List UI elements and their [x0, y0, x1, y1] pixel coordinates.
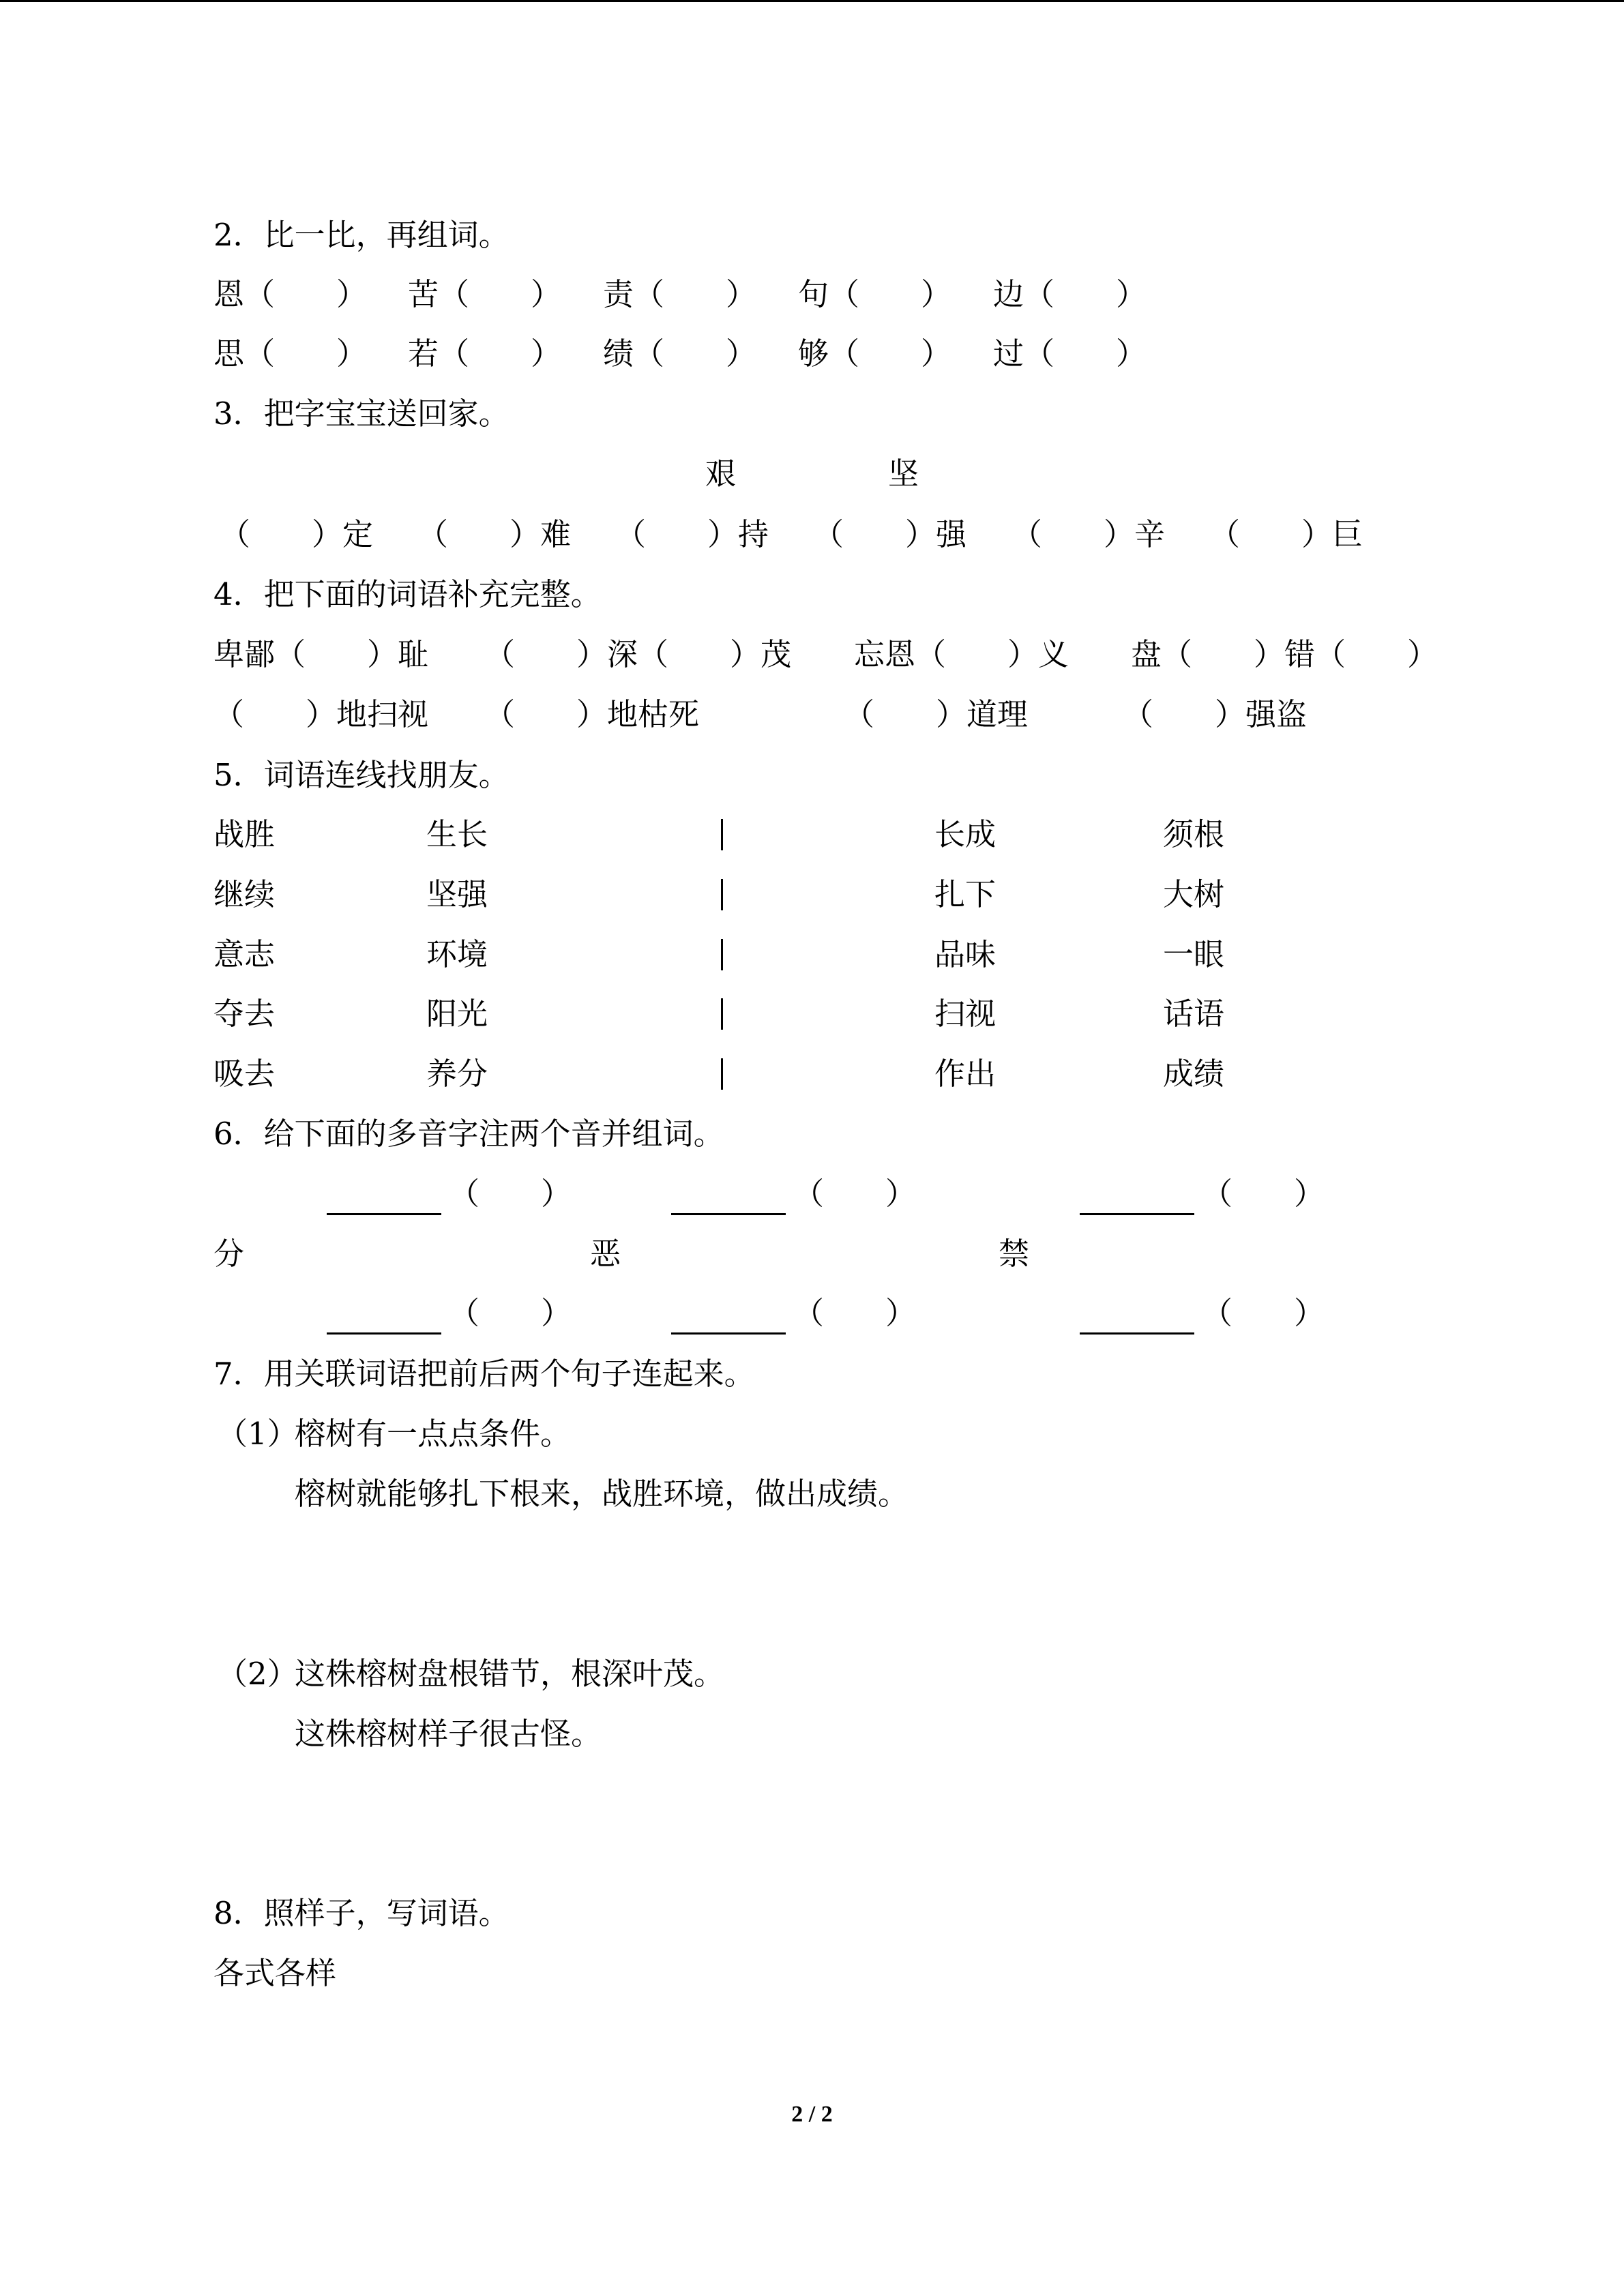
- q5-word: 夺去: [213, 996, 276, 1032]
- page-number: 2 / 2: [791, 2102, 833, 2127]
- q5-word: 吸去: [213, 1056, 276, 1092]
- q6-char: 分: [213, 1236, 245, 1272]
- q5-word: 须根: [1163, 816, 1225, 852]
- q3-char: 艰: [705, 456, 737, 492]
- q6-paren: （ ）: [793, 1295, 917, 1331]
- q8-title: 8．照样子，写词语。: [213, 1895, 510, 1931]
- q6-char: 禁: [999, 1236, 1030, 1272]
- q3-blank: （ ）巨: [1209, 516, 1363, 552]
- q5-word: 坚强: [426, 876, 488, 912]
- q6-paren: （ ）: [1202, 1295, 1325, 1331]
- q2-item: 绩（ ）: [603, 336, 757, 372]
- q3-char: 坚: [888, 456, 919, 492]
- q4-item: （ ）地枯死: [484, 696, 700, 732]
- q5-word: 生长: [426, 816, 488, 852]
- q2-item: 若（ ）: [408, 336, 562, 372]
- q6-pinyin-blank: [671, 1332, 786, 1335]
- q5-word: 战胜: [213, 816, 276, 852]
- q5-word: 话语: [1163, 996, 1225, 1032]
- q5-separator: [721, 998, 723, 1030]
- q6-paren: （ ）: [449, 1295, 572, 1331]
- q5-word: 阳光: [426, 996, 488, 1032]
- q4-title: 4．把下面的词语补充完整。: [213, 576, 602, 612]
- q5-word: 一眼: [1163, 936, 1225, 972]
- q6-title: 6．给下面的多音字注两个音并组词。: [213, 1116, 724, 1152]
- q5-word: 作出: [934, 1056, 996, 1092]
- q2-item: 边（ ）: [993, 276, 1147, 312]
- q5-word: 长成: [934, 816, 996, 852]
- q5-word: 意志: [213, 936, 276, 972]
- q4-item: 忘恩（ ）义: [854, 636, 1069, 672]
- q5-word: 扎下: [934, 876, 996, 912]
- q2-item: 恩（ ）: [213, 276, 368, 312]
- q2-item: 苦（ ）: [408, 276, 562, 312]
- q4-item: 盘（ ）错（ ）: [1131, 636, 1438, 672]
- q2-title: 2．比一比，再组词。: [213, 217, 510, 253]
- q5-separator: [721, 819, 723, 850]
- q6-pinyin-blank: [671, 1213, 786, 1215]
- q6-pinyin-blank: [327, 1213, 441, 1215]
- q2-item: 过（ ）: [993, 336, 1147, 372]
- q5-word: 养分: [426, 1056, 488, 1092]
- q5-separator: [721, 939, 723, 970]
- q6-paren: （ ）: [449, 1176, 572, 1212]
- q5-word: 环境: [426, 936, 488, 972]
- q3-blank: （ ）难: [417, 516, 572, 552]
- q7-sentence: 这株榕树盘根错节，根深叶茂。: [295, 1656, 725, 1692]
- top-border-line: [0, 0, 1624, 2]
- q7-sentence: 榕树有一点点条件。: [295, 1416, 572, 1452]
- q6-pinyin-blank: [1080, 1213, 1194, 1215]
- q2-item: 够（ ）: [798, 336, 952, 372]
- q5-word: 品味: [934, 936, 996, 972]
- q7-sentence: 榕树就能够扎下根来，战胜环境，做出成绩。: [295, 1476, 909, 1512]
- q2-item: 责（ ）: [603, 276, 757, 312]
- q3-blank: （ ）辛: [1012, 516, 1166, 552]
- q5-word: 大树: [1163, 876, 1225, 912]
- q4-item: （ ）地扫视: [213, 696, 429, 732]
- q5-word: 扫视: [934, 996, 996, 1032]
- q3-blank: （ ）定: [220, 516, 374, 552]
- q3-blank: （ ）持: [615, 516, 769, 552]
- q5-word: 成绩: [1163, 1056, 1225, 1092]
- q7-item-label: （2）: [217, 1656, 298, 1692]
- q6-char: 恶: [590, 1236, 621, 1272]
- q6-pinyin-blank: [327, 1332, 441, 1335]
- q4-item: 卑鄙（ ）耻: [213, 636, 429, 672]
- q7-sentence: 这株榕树样子很古怪。: [295, 1716, 602, 1752]
- q5-separator: [721, 1058, 723, 1090]
- q4-item: （ ）强盗: [1123, 696, 1308, 732]
- q6-paren: （ ）: [1202, 1176, 1325, 1212]
- q7-title: 7．用关联词语把前后两个句子连起来。: [213, 1356, 755, 1392]
- q5-title: 5．词语连线找朋友。: [213, 757, 510, 793]
- q2-item: 思（ ）: [213, 336, 368, 372]
- q2-item: 句（ ）: [798, 276, 952, 312]
- q6-pinyin-blank: [1080, 1332, 1194, 1335]
- q7-item-label: （1）: [217, 1416, 298, 1452]
- q8-example: 各式各样: [213, 1955, 337, 1991]
- q5-separator: [721, 879, 723, 910]
- q4-item: （ ）深（ ）茂: [484, 636, 792, 672]
- q4-item: （ ）道理: [844, 696, 1029, 732]
- q5-word: 继续: [213, 876, 276, 912]
- q3-title: 3．把字宝宝送回家。: [213, 396, 510, 432]
- q6-paren: （ ）: [793, 1176, 917, 1212]
- q3-blank: （ ）强: [813, 516, 967, 552]
